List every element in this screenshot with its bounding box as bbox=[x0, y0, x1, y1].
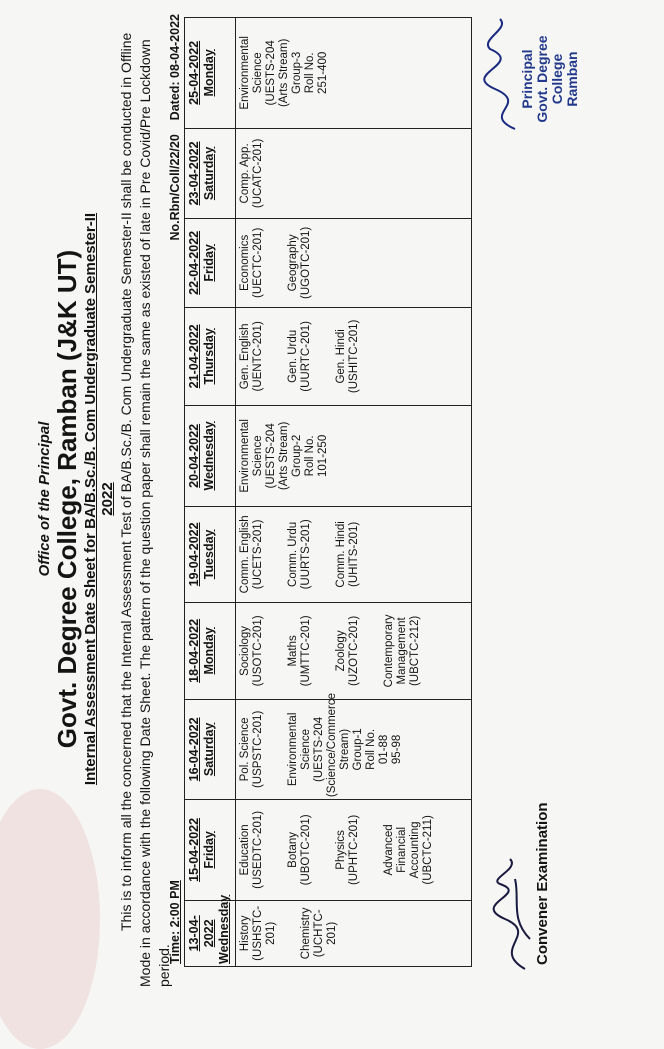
exam-date: 20-04-2022 bbox=[187, 423, 201, 488]
reference-line bbox=[168, 14, 182, 334]
exam-date: 13-04-2022 bbox=[187, 915, 216, 952]
exam-day: Wednesday bbox=[217, 894, 231, 964]
subject-entry: Gen. Urdu (UURTC-201) bbox=[287, 321, 312, 392]
exam-day: Friday bbox=[202, 244, 216, 282]
subject-entry: Comp. App. (UCATC-201) bbox=[239, 138, 264, 209]
date-header-row bbox=[185, 18, 236, 967]
exam-day: Friday bbox=[202, 831, 216, 869]
subject-entry: Education (USEDTC-201) bbox=[239, 810, 264, 889]
subject-entry: Geography (UGOTC-201) bbox=[287, 226, 312, 299]
subjects-cell bbox=[236, 900, 472, 966]
subject-entry: Chemistry (UCHTC-201) bbox=[300, 907, 338, 960]
college-stamp: Govt. Degree College bbox=[534, 35, 565, 123]
subject-entry: Sociology (USOTC-201) bbox=[239, 615, 264, 687]
subject-entry: Advanced Financial Accounting (UBCTC-211) bbox=[383, 815, 434, 885]
subjects-cell bbox=[236, 128, 472, 218]
subjects-cell bbox=[236, 603, 472, 700]
convener-label: Convener Examination bbox=[534, 802, 551, 965]
subject-entry: Comm. Hindi (UHITS-201) bbox=[335, 521, 360, 588]
subject-entry: Comm. English (UCETS-201) bbox=[239, 515, 264, 594]
stamp-place: Ramban bbox=[564, 51, 580, 107]
subject-entry: Environmental Science (UESTS-204 (Arts Stream) Group-3 Roll No. 251-400 bbox=[239, 36, 329, 110]
reference-number: No.Rbn/Coll/22/20 bbox=[168, 134, 182, 241]
subject-entry: Contemporary Management (UBCTC-212) bbox=[383, 614, 421, 688]
exam-day: Wednesday bbox=[202, 421, 216, 491]
office-heading: Office of the Principal bbox=[36, 421, 53, 577]
subject-entry: Gen. English (UENTC-201) bbox=[239, 321, 264, 392]
subjects-cell bbox=[236, 506, 472, 603]
subject-entry: Maths (UMTTC-201) bbox=[287, 615, 312, 687]
subjects-cell bbox=[236, 307, 472, 406]
date-header-cell bbox=[185, 18, 236, 129]
exam-day: Saturday bbox=[202, 146, 216, 201]
date-header-cell bbox=[185, 506, 236, 603]
principal-title: Principal bbox=[519, 49, 535, 109]
subjects-cell bbox=[236, 800, 472, 901]
subject-entry: Gen. Hindi (USHITC-201) bbox=[335, 319, 360, 394]
college-name: Govt. Degree College, Ramban (J&K UT) bbox=[52, 249, 82, 749]
subject-entry: Botany (UBOTC-201) bbox=[287, 814, 312, 886]
exam-time: Time: 2:00 PM bbox=[168, 880, 182, 964]
subject-entry: History (USHSTC-201) bbox=[239, 905, 277, 961]
date-header-cell bbox=[185, 800, 236, 901]
exam-date: 22-04-2022 bbox=[187, 230, 201, 295]
subject-entry: Economics (UECTC-201) bbox=[239, 227, 264, 299]
exam-day: Monday bbox=[202, 627, 216, 675]
subjects-cell bbox=[236, 406, 472, 507]
stain bbox=[0, 789, 100, 1049]
subject-entry: Comm. Urdu (UURTS-201) bbox=[287, 519, 312, 590]
subjects-cell bbox=[236, 219, 472, 307]
exam-date: 18-04-2022 bbox=[187, 618, 201, 683]
subjects-cell bbox=[236, 18, 472, 129]
exam-date: 15-04-2022 bbox=[187, 817, 201, 882]
notice-text: This is to inform all the concerned that the Internal Assessment Test of BA/B.Sc./B. Com Undergraduate Semester-II shall be conducted in Offline Mode in accordance with the following Date Sheet. The pattern of the question paper shall remain the same as existed of late in Pre Covid/Pre Lockdown period. bbox=[118, 32, 172, 987]
exam-date: 25-04-2022 bbox=[187, 40, 201, 105]
exam-date: 21-04-2022 bbox=[187, 324, 201, 389]
date-header-cell bbox=[185, 603, 236, 700]
principal-stamp bbox=[520, 9, 580, 149]
subject-entry: Zoology (UZOTC-201) bbox=[335, 615, 360, 687]
reference-date: Dated: 08-04-2022 bbox=[168, 14, 182, 121]
date-header-cell bbox=[185, 128, 236, 218]
exam-day: Saturday bbox=[202, 722, 216, 777]
exam-day: Monday bbox=[202, 49, 216, 97]
subjects-row bbox=[236, 18, 472, 967]
date-sheet-title: Internal Assessment Date Sheet for BA/B.Sc./B. Com Undergraduate Semester-II 2022 bbox=[82, 212, 116, 786]
date-header-cell bbox=[185, 406, 236, 507]
date-sheet-table bbox=[184, 17, 472, 967]
subject-entry: Pol. Science (USPSTC-201) bbox=[239, 710, 264, 789]
exam-date: 19-04-2022 bbox=[187, 522, 201, 587]
exam-date: 16-04-2022 bbox=[187, 717, 201, 782]
date-header-cell bbox=[185, 219, 236, 307]
subject-entry: Physics (UPHTC-201) bbox=[335, 814, 360, 886]
date-header-cell bbox=[185, 894, 236, 966]
subjects-cell bbox=[236, 692, 472, 800]
date-header-cell bbox=[185, 307, 236, 406]
exam-date: 23-04-2022 bbox=[187, 141, 201, 206]
exam-day: Thursday bbox=[202, 328, 216, 385]
subject-entry: Environmental Science (UESTS-204 (Science/Commerce Stream) Group-1 Roll No. 01-88 95-98 bbox=[287, 692, 403, 798]
subject-entry: Environmental Science (UESTS-204 (Arts Stream) Group-2 Roll No. 101-250 bbox=[239, 419, 329, 493]
date-header-cell bbox=[185, 699, 236, 800]
exam-day: Tuesday bbox=[202, 529, 216, 580]
